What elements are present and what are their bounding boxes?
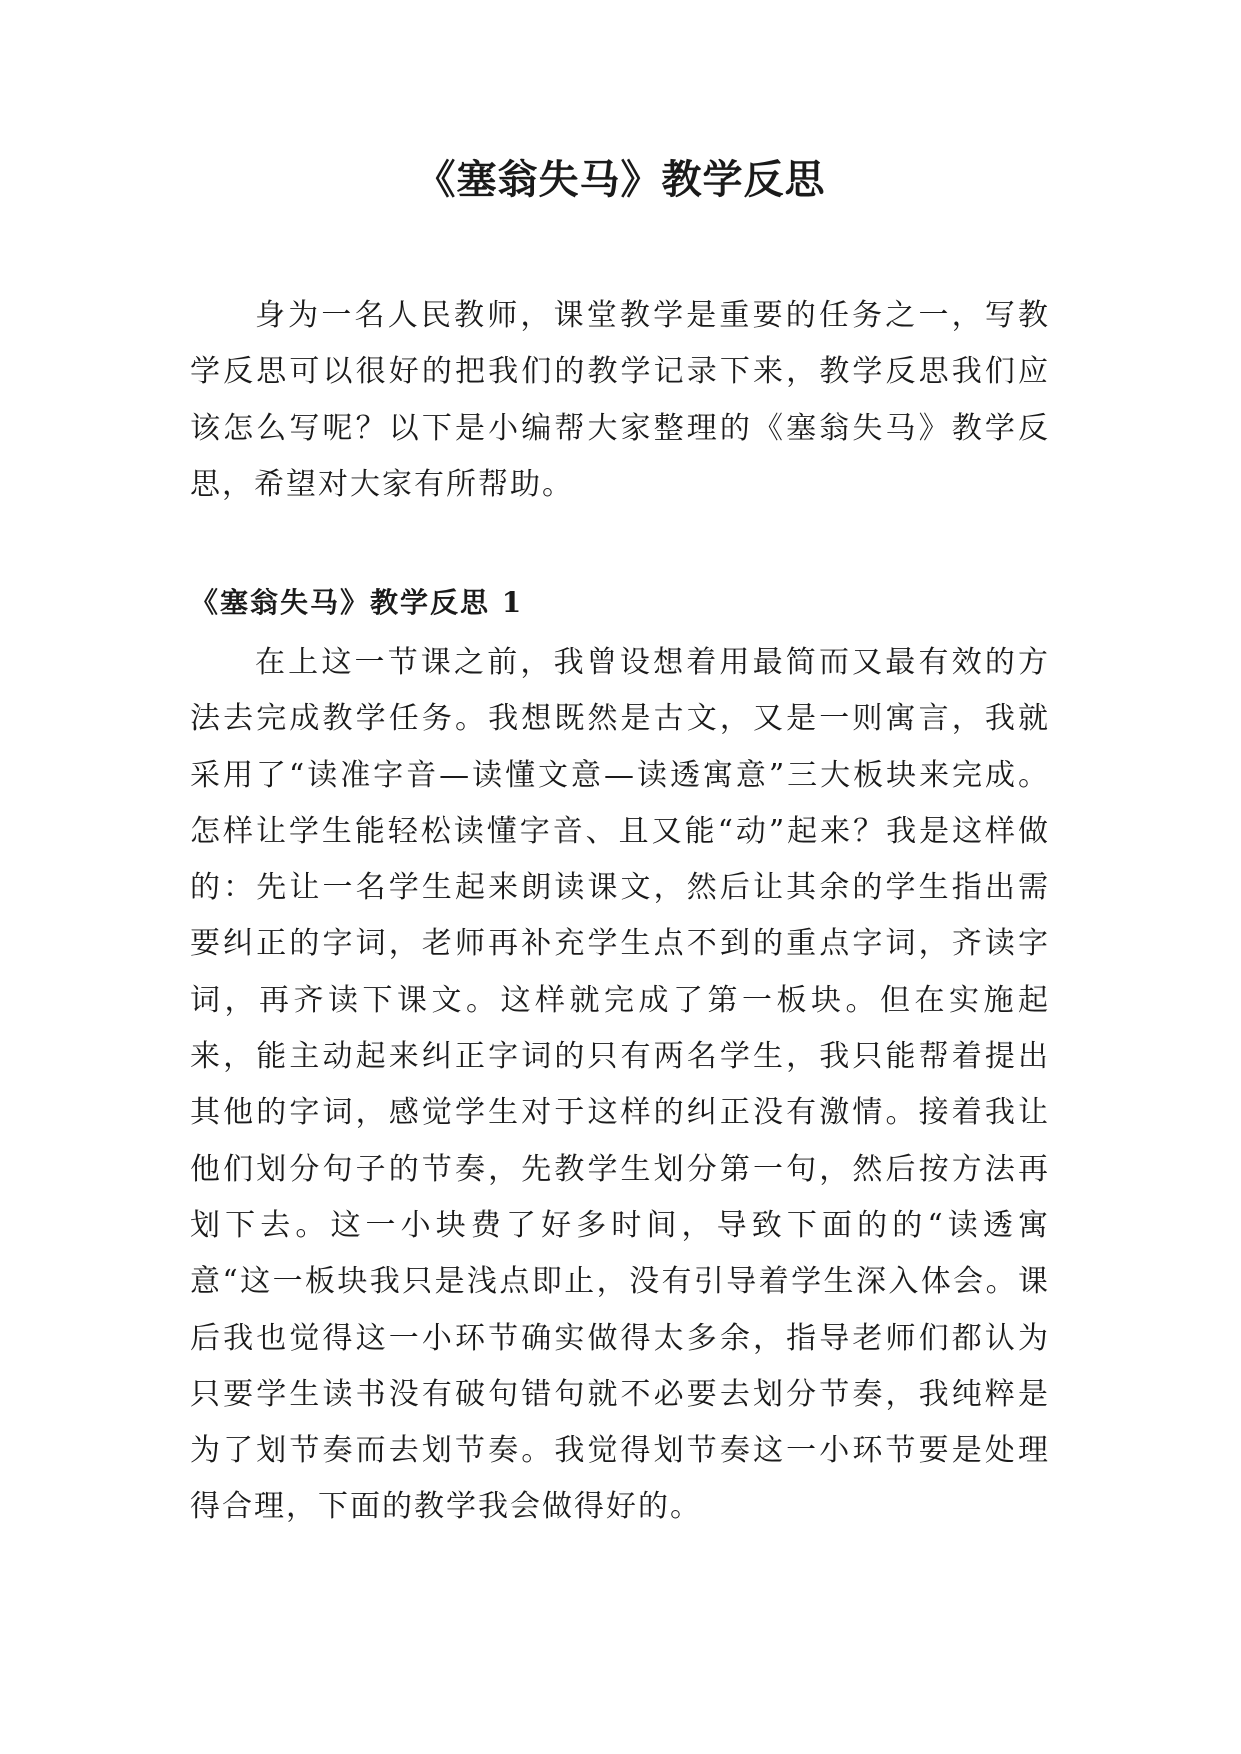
section-paragraph: 在上这一节课之前，我曾设想着用最简而又最有效的方法去完成教学任务。我想既然是古文，又是一则寓言，我就采用了“读准字音—读懂文意—读透寓意”三大板块来完成。怎样让学生能轻松读懂字音、且又能“动”起来？我是这样做的：先让一名学生起来朗读课文，然后让其余的学生指出需要纠正的字词，老师再补充学生点不到的重点字词，齐读字词，再齐读下课文。这样就完成了第一板块。但在实施起来，能主动起来纠正字词的只有两名学生，我只能帮着提出其他的字词，感觉学生对于这样的纠正没有激情。接着我让他们划分句子的节奏，先教学生划分第一句，然后按方法再划下去。这一小块费了好多时间，导致下面的的“读透寓意“这一板块我只是浅点即止，没有引导着学生深入体会。课后我也觉得这一小环节确实做得太多余，指导老师们都认为只要学生读书没有破句错句就不必要去划分节奏，我纯粹是为了划节奏而去划节奏。我觉得划节奏这一小环节要是处理得合理，下面的教学我会做得好的。 [190, 645, 1050, 1525]
document-title: 《塞翁失马》教学反思 [415, 157, 826, 203]
section-heading: 《塞翁失马》教学反思 1 [190, 586, 524, 619]
intro-paragraph: 身为一名人民教师，课堂教学是重要的任务之一，写教学反思可以很好的把我们的教学记录下来，教学反思我们应该怎么写呢？以下是小编帮大家整理的《塞翁失马》教学反思，希望对大家有所帮助。 [190, 298, 1050, 502]
